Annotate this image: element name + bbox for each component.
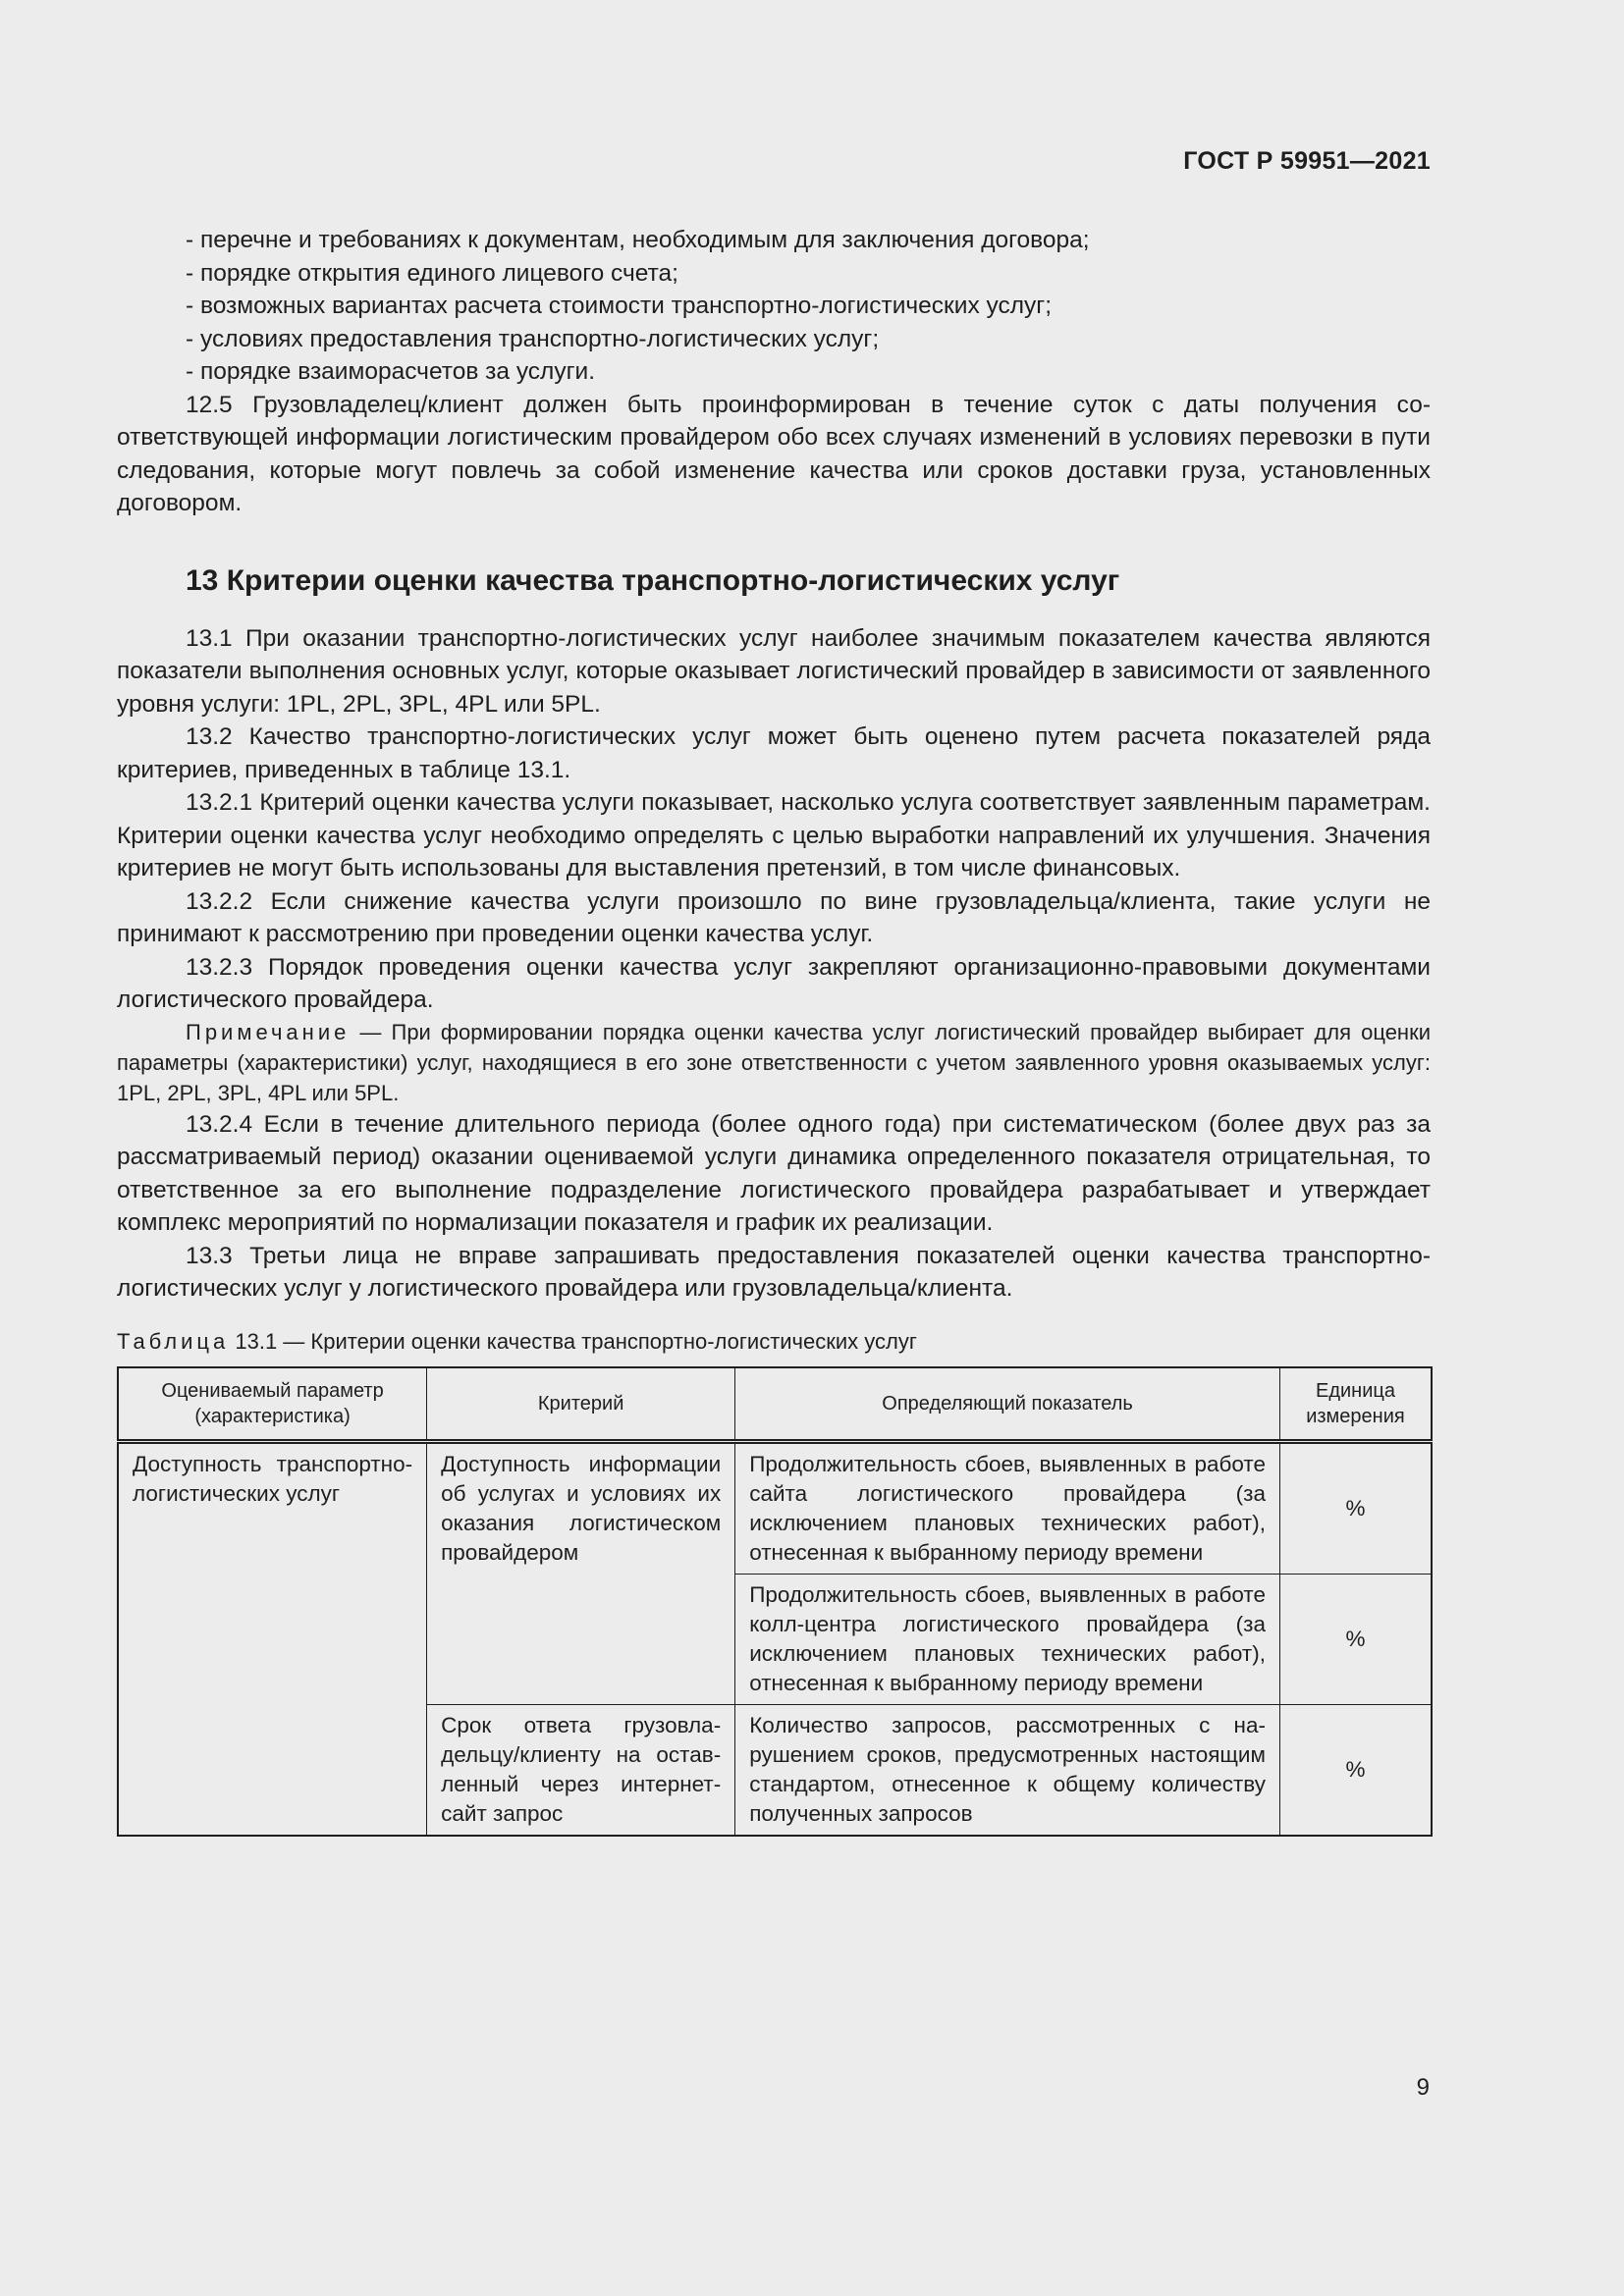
document-code: ГОСТ Р 59951—2021 bbox=[1183, 147, 1431, 175]
param-cell: Доступность транспортно-логистических услуг bbox=[118, 1441, 427, 1836]
paragraph-13-2-1: 13.2.1 Критерий оценки качества услуги показывает, насколько услуга соответствует заявленным параметрам. Критерии оценки качества услуг необходимо определять с целью выработки направлений их улучшения. Значения критериев не могут быть использованы для выставления претензий, в том числе финансовых. bbox=[117, 789, 1431, 881]
list-item: - возможных вариантах расчета стоимости транспортно-логистических услуг; bbox=[186, 293, 1053, 319]
table-caption-text: 13.1 — Критерии оценки качества транспортно-логистических услуг bbox=[229, 1328, 917, 1354]
paragraph-13-2-2: 13.2.2 Если снижение качества услуги произошло по вине грузовладельца/клиента, такие услуги не принимают к рассмотрению при проведении оценки качества услуг. bbox=[117, 887, 1431, 947]
list-item: - условиях предоставления транспортно-логистических услуг; bbox=[186, 325, 880, 352]
list-item: - порядке открытия единого лицевого счета; bbox=[186, 259, 678, 287]
unit-cell: % bbox=[1279, 1704, 1432, 1836]
note-label: Примечание bbox=[186, 1019, 351, 1044]
criteria-table bbox=[117, 1366, 1433, 1837]
indicator-cell: Продолжительность сбоев, выявленных в работе колл-центра логистического провайдера (за исключением плановых технических работ), отнесенная к выбранному периоду времени bbox=[735, 1574, 1280, 1704]
table-header-row bbox=[118, 1367, 1432, 1442]
page-number: 9 bbox=[1416, 2074, 1430, 2101]
table-header-cell: Единица измерения bbox=[1279, 1367, 1432, 1442]
paragraph-13-2: 13.2 Качество транспортно-логистических услуг может быть оценено путем расчета показателей ряда критериев, приведенных в таблице 13.1. bbox=[117, 723, 1431, 783]
table-caption bbox=[117, 1327, 1431, 1357]
list-item: - порядке взаиморасчетов за услуги. bbox=[186, 358, 596, 385]
table-header-cell: Критерий bbox=[427, 1367, 735, 1442]
indicator-cell: Количество запросов, рассмотренных с нарушением сроков, предусмотренных настоящим стандартом, отнесенное к общему количеству полученных запросов bbox=[735, 1704, 1280, 1836]
table-row bbox=[118, 1441, 1432, 1574]
section-title: 13 Критерии оценки качества транспортно-логистических услуг bbox=[186, 563, 1120, 597]
paragraph-13-2-3: 13.2.3 Порядок проведения оценки качества услуг закрепляют организационно-правовыми документами логистического провайдера. bbox=[117, 953, 1431, 1013]
page-content bbox=[117, 224, 1431, 1837]
paragraph-12-5: 12.5 Грузовладелец/клиент должен быть проинформирован в течение суток с даты получения соответствующей информации логистическим провайдером обо всех случаях изменений в условиях перевозки в пути следования, которые могут повлечь за собой изменение качества или сроков доставки груза, установленных договором. bbox=[117, 391, 1431, 516]
table-header-cell: Определяющий показатель bbox=[735, 1367, 1280, 1442]
list-item: - перечне и требованиях к документам, необходимым для заключения договора; bbox=[186, 227, 1090, 253]
paragraph-13-2-4: 13.2.4 Если в течение длительного периода (более одного года) при систематическом (более двух раз за рассматриваемый период) оказании оцениваемой услуги динамика определенного показателя отрицательная, то ответственное за его выполнение подразделение логистического провайдера разрабатывает и утверждает комплекс мероприятий по нормализации показателя и график их реализации. bbox=[117, 1110, 1431, 1236]
table-header-cell: Оцениваемый параметр (характеристика) bbox=[118, 1367, 427, 1442]
note bbox=[117, 1017, 1431, 1108]
table-caption-label: Таблица bbox=[117, 1328, 230, 1354]
unit-cell: % bbox=[1279, 1574, 1432, 1704]
unit-cell: % bbox=[1279, 1441, 1432, 1574]
indicator-cell: Продолжительность сбоев, выявленных в работе сайта логистического провайдера (за исключением плановых технических работ), отнесенная к выбранному периоду времени bbox=[735, 1441, 1280, 1574]
criterion-cell: Срок ответа грузовладельцу/клиенту на оставленный через интернет-сайт запрос bbox=[427, 1704, 735, 1836]
paragraph-13-3: 13.3 Третьи лица не вправе запрашивать предоставления показателей оценки качества транспортно-логистических услуг у логистического провайдера или грузовладельца/клиента. bbox=[117, 1242, 1431, 1302]
note-text: — При формировании порядка оценки качества услуг логистический провайдер выбирает для оценки параметры (характеристики) услуг, находящиеся в его зоне ответственности с учетом заявленного уровня оказываемых услуг: 1PL, 2PL, 3PL, 4PL или 5PL. bbox=[117, 1019, 1431, 1105]
paragraph-13-1: 13.1 При оказании транспортно-логистических услуг наиболее значимым показателем качества являются показатели выполнения основных услуг, которые оказывает логистический провайдер в зависимости от заявленного уровня услуги: 1PL, 2PL, 3PL, 4PL или 5PL. bbox=[117, 624, 1431, 718]
criterion-cell: Доступность информации об услугах и условиях их оказания логистическом провайдером bbox=[427, 1441, 735, 1704]
